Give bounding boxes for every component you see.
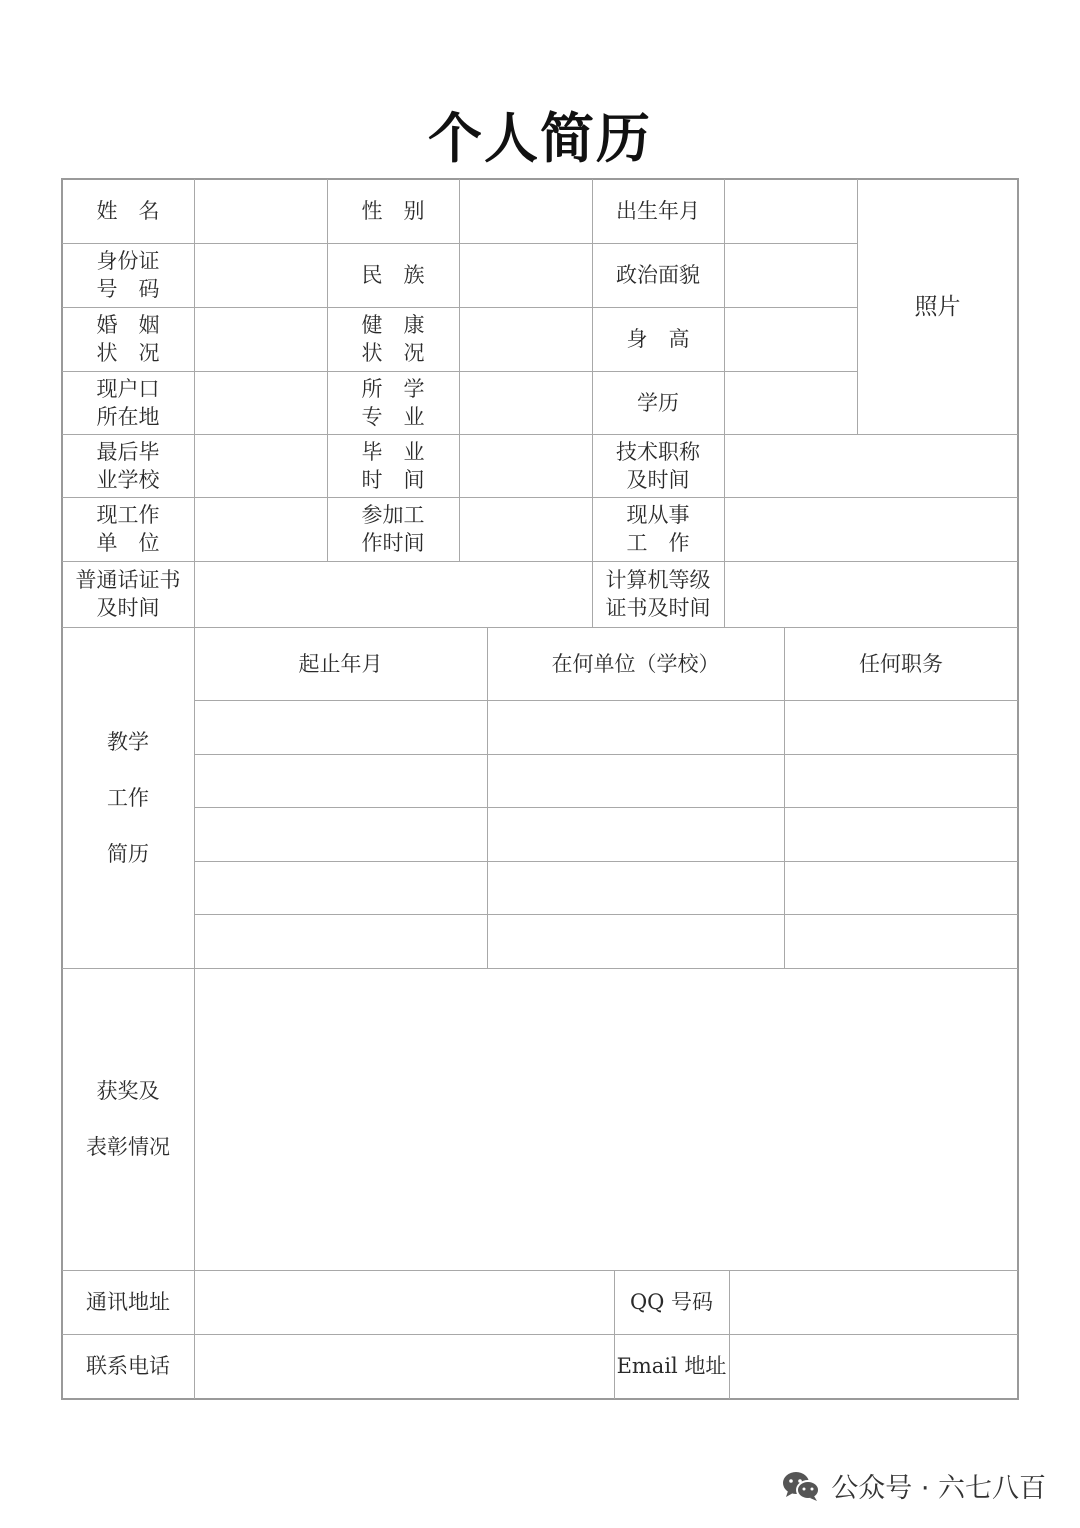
label-marital-status: 婚 姻 状 况 [96,313,160,365]
label-work-start-time: 参加工 作时间 [361,503,425,555]
grid-line [62,1334,1018,1335]
label-current-job: 现从事 工 作 [626,503,690,555]
label-ethnicity: 民 族 [361,263,425,287]
wechat-icon [781,1470,821,1502]
grid-line [62,497,1018,498]
grid-line [194,700,1018,701]
label-education: 学历 [637,390,679,415]
grid-line [194,754,1018,755]
label-major: 所 学 专 业 [361,376,425,429]
label-phone: 联系电话 [86,1354,170,1378]
label-health: 健 康 状 况 [361,313,425,365]
grid-line [62,434,1018,435]
grid-line [724,179,725,628]
label-awards: 获奖及 表彰情况 [86,1079,170,1159]
history-header-organization: 在何单位（学校） [551,651,720,676]
history-header-position: 任何职务 [859,651,943,676]
grid-line [194,179,195,1399]
label-graduated-school: 最后毕 业学校 [96,439,160,492]
grid-line [194,861,1018,862]
label-current-employer: 现工作 单 位 [96,503,160,555]
label-professional-title: 技术职称 及时间 [616,439,700,492]
label-computer-certificate: 计算机等级 证书及时间 [605,568,711,620]
grid-line [62,1270,1018,1271]
label-mailing-address: 通讯地址 [86,1290,170,1314]
grid-line [194,914,1018,915]
page-title: 个人简历 [428,106,652,170]
label-id-number: 身份证 号 码 [96,249,160,301]
label-graduation-time: 毕 业 时 间 [361,439,425,492]
label-political-status: 政治面貌 [616,263,700,287]
photo-box: 照片 [914,293,961,320]
label-height: 身 高 [626,327,690,351]
grid-line [729,1271,730,1399]
history-header-period: 起止年月 [298,651,383,676]
wechat-account-footer [781,1466,1046,1505]
label-qq-number: QQ 号码 [629,1290,714,1314]
footer-text: 公众号 · 六七八百 [831,1473,1046,1504]
label-mandarin-certificate: 普通话证书 及时间 [75,568,181,620]
label-hukou-location: 现户口 所在地 [96,376,160,429]
grid-line [459,179,460,562]
label-teaching-work-history: 教学 工作 简历 [107,729,149,866]
label-gender: 性 别 [361,199,425,223]
grid-line [194,807,1018,808]
label-birth-date: 出生年月 [616,199,700,223]
label-email: Email 地址 [616,1354,727,1378]
grid-line [62,968,1018,969]
label-name: 姓 名 [96,199,160,223]
grid-line [62,561,1018,562]
